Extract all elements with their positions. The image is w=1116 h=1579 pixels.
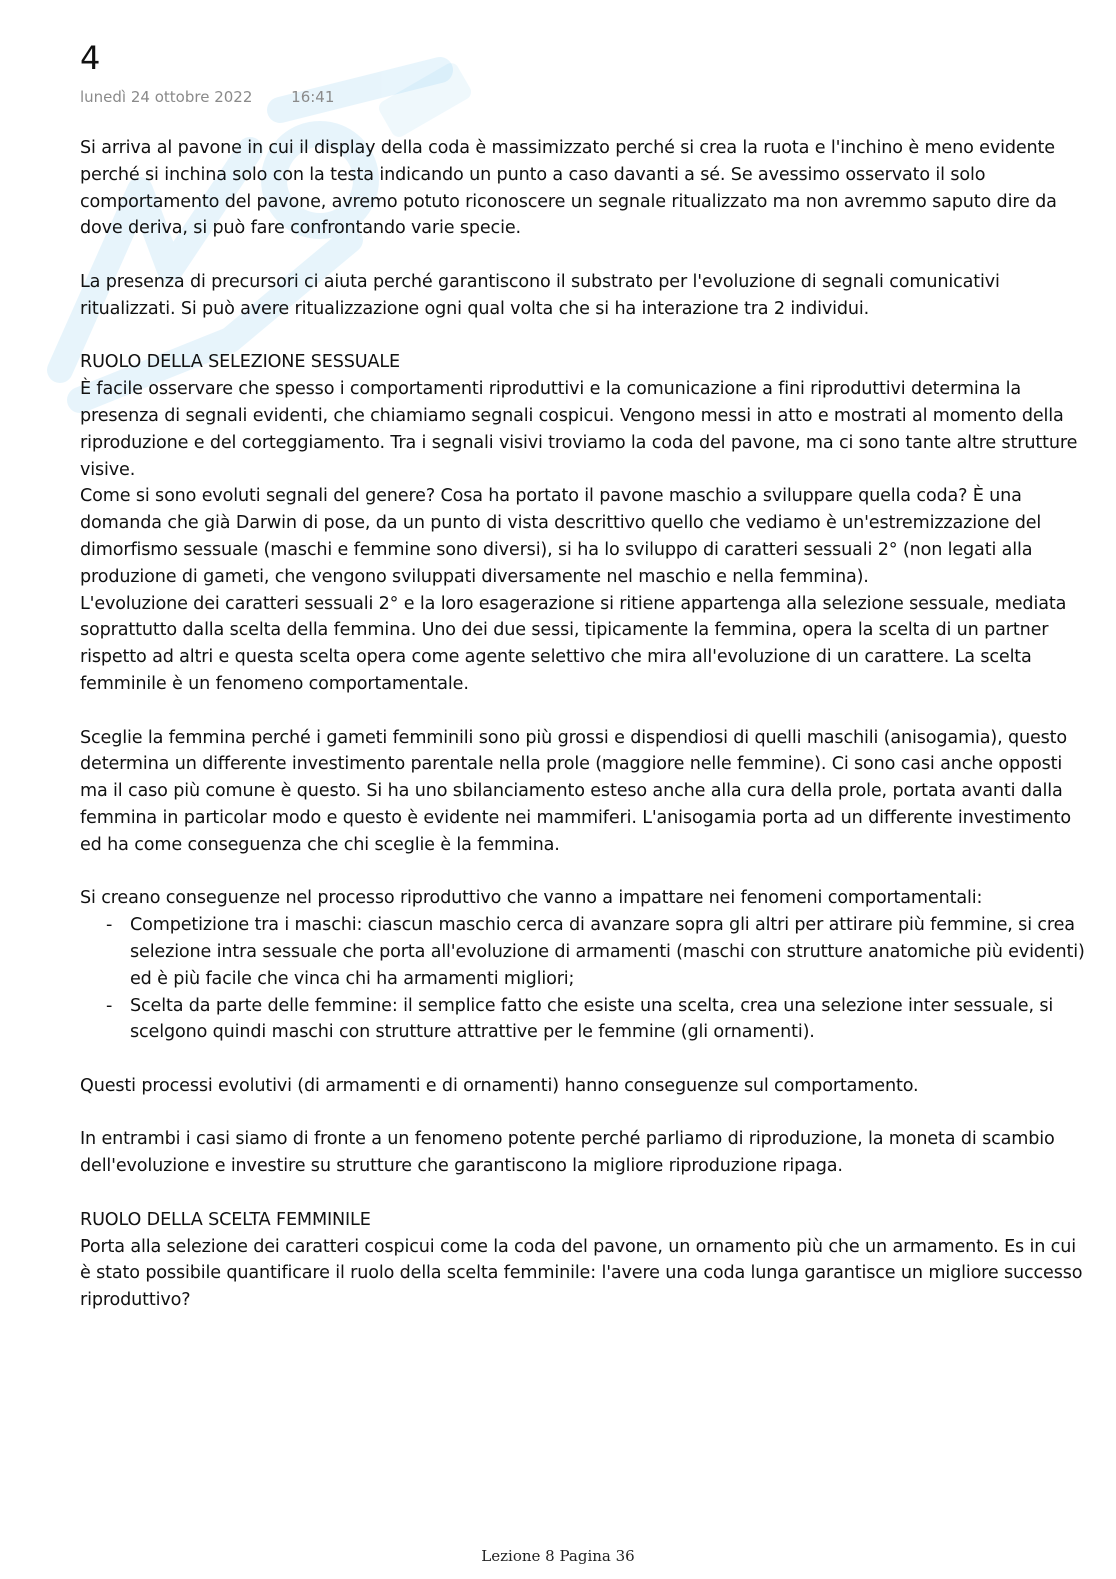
list-item: - Competizione tra i maschi: ciascun maschio cerca di avanzare sopra gli altri per attirare più femmine, si crea selezione intra sessuale che porta all'evoluzione di armamenti (maschi con strutture anatomiche più evidenti) ed è più facile che vinca chi ha armamenti migliori; (80, 912, 1085, 992)
paragraph: Come si sono evoluti segnali del genere? Cosa ha portato il pavone maschio a sviluppare quella coda? È una domanda che già Darwin di pose, da un punto di vista descrittivo quello che vediamo è un'estremizzazione del dimorfismo sessuale (maschi e femmine sono diversi), si ha lo sviluppo di caratteri sessuali 2° (non legati alla produzione di gameti, che vengono sviluppati diversamente nel maschio e nella femmina). (80, 486, 1042, 587)
paragraph: Si arriva al pavone in cui il display della coda è massimizzato perché si crea la ruota e l'inchino è meno evidente perché si inchina solo con la testa indicando un punto a caso davanti a sé. Se avessimo osservato il solo comportamento del pavone, avremo potuto riconoscere un segnale ritualizzato ma non avremmo saputo dire da dove deriva, si può fare confrontando varie specie. (80, 138, 1057, 239)
page-title: 4 (80, 39, 101, 77)
paragraph: Sceglie la femmina perché i gameti femminili sono più grossi e dispendiosi di quelli maschili (anisogamia), questo determina un differente investimento parentale nella prole (maggiore nelle femmine). Ci sono casi anche opposti ma il caso più comune è questo. Si ha uno sbilanciamento esteso anche alla cura della prole, portata avanti dalla femmina in particolar modo e questo è evidente nei mammiferi. L'anisogamia porta ad un differente investimento ed ha come conseguenza che chi sceglie è la femmina. (80, 727, 1072, 855)
note-time: 16:41 (291, 88, 335, 106)
paragraph: Questi processi evolutivi (di armamenti e di ornamenti) hanno conseguenze sul comportamento. (80, 1075, 919, 1096)
paragraph: L'evoluzione dei caratteri sessuali 2° e la loro esagerazione si ritiene appartenga alla selezione sessuale, mediata soprattutto dalla scelta della femmina. Uno dei due sessi, tipicamente la femmina, opera la scelta di un partner rispetto ad altri e questa scelta opera come agente selettivo che mira all'evoluzione di un carattere. La scelta femminile è un fenomeno comportamentale. (80, 593, 1067, 694)
bullet-list (80, 912, 1085, 1046)
paragraph: Porta alla selezione dei caratteri cospicui come la coda del pavone, un ornamento più che un armamento. Es in cui è stato possibile quantificare il ruolo della scelta femminile: l'avere una coda lunga garantisce un migliore successo riproduttivo? (80, 1236, 1083, 1311)
note-timestamp (80, 88, 334, 106)
section-heading: RUOLO DELLA SCELTA FEMMINILE (80, 1209, 371, 1230)
list-item: - Scelta da parte delle femmine: il semplice fatto che esiste una scelta, crea una selezione inter sessuale, si scelgono quindi maschi con strutture attrattive per le femmine (gli ornamenti). (80, 993, 1085, 1047)
paragraph: Si creano conseguenze nel processo riproduttivo che vanno a impattare nei fenomeni comportamentali: (80, 888, 983, 909)
section-heading: RUOLO DELLA SELEZIONE SESSUALE (80, 352, 400, 373)
paragraph: La presenza di precursori ci aiuta perché garantiscono il substrato per l'evoluzione di segnali comunicativi ritualizzati. Si può avere ritualizzazione ogni qual volta che si ha interazione tra 2 individui. (80, 271, 1000, 319)
paragraph: In entrambi i casi siamo di fronte a un fenomeno potente perché parliamo di riproduzione, la moneta di scambio dell'evoluzione e investire su strutture che garantiscono la migliore riproduzione ripaga. (80, 1129, 1055, 1177)
note-date: lunedì 24 ottobre 2022 (80, 88, 253, 106)
page-footer: Lezione 8 Pagina 36 (481, 1547, 635, 1565)
note-body (80, 135, 1085, 1314)
paragraph: È facile osservare che spesso i comportamenti riproduttivi e la comunicazione a fini riproduttivi determina la presenza di segnali evidenti, che chiamiamo segnali cospicui. Vengono messi in atto e mostrati al momento della riproduzione e del corteggiamento. Tra i segnali visivi troviamo la coda del pavone, ma ci sono tante altre strutture visive. (80, 379, 1078, 480)
